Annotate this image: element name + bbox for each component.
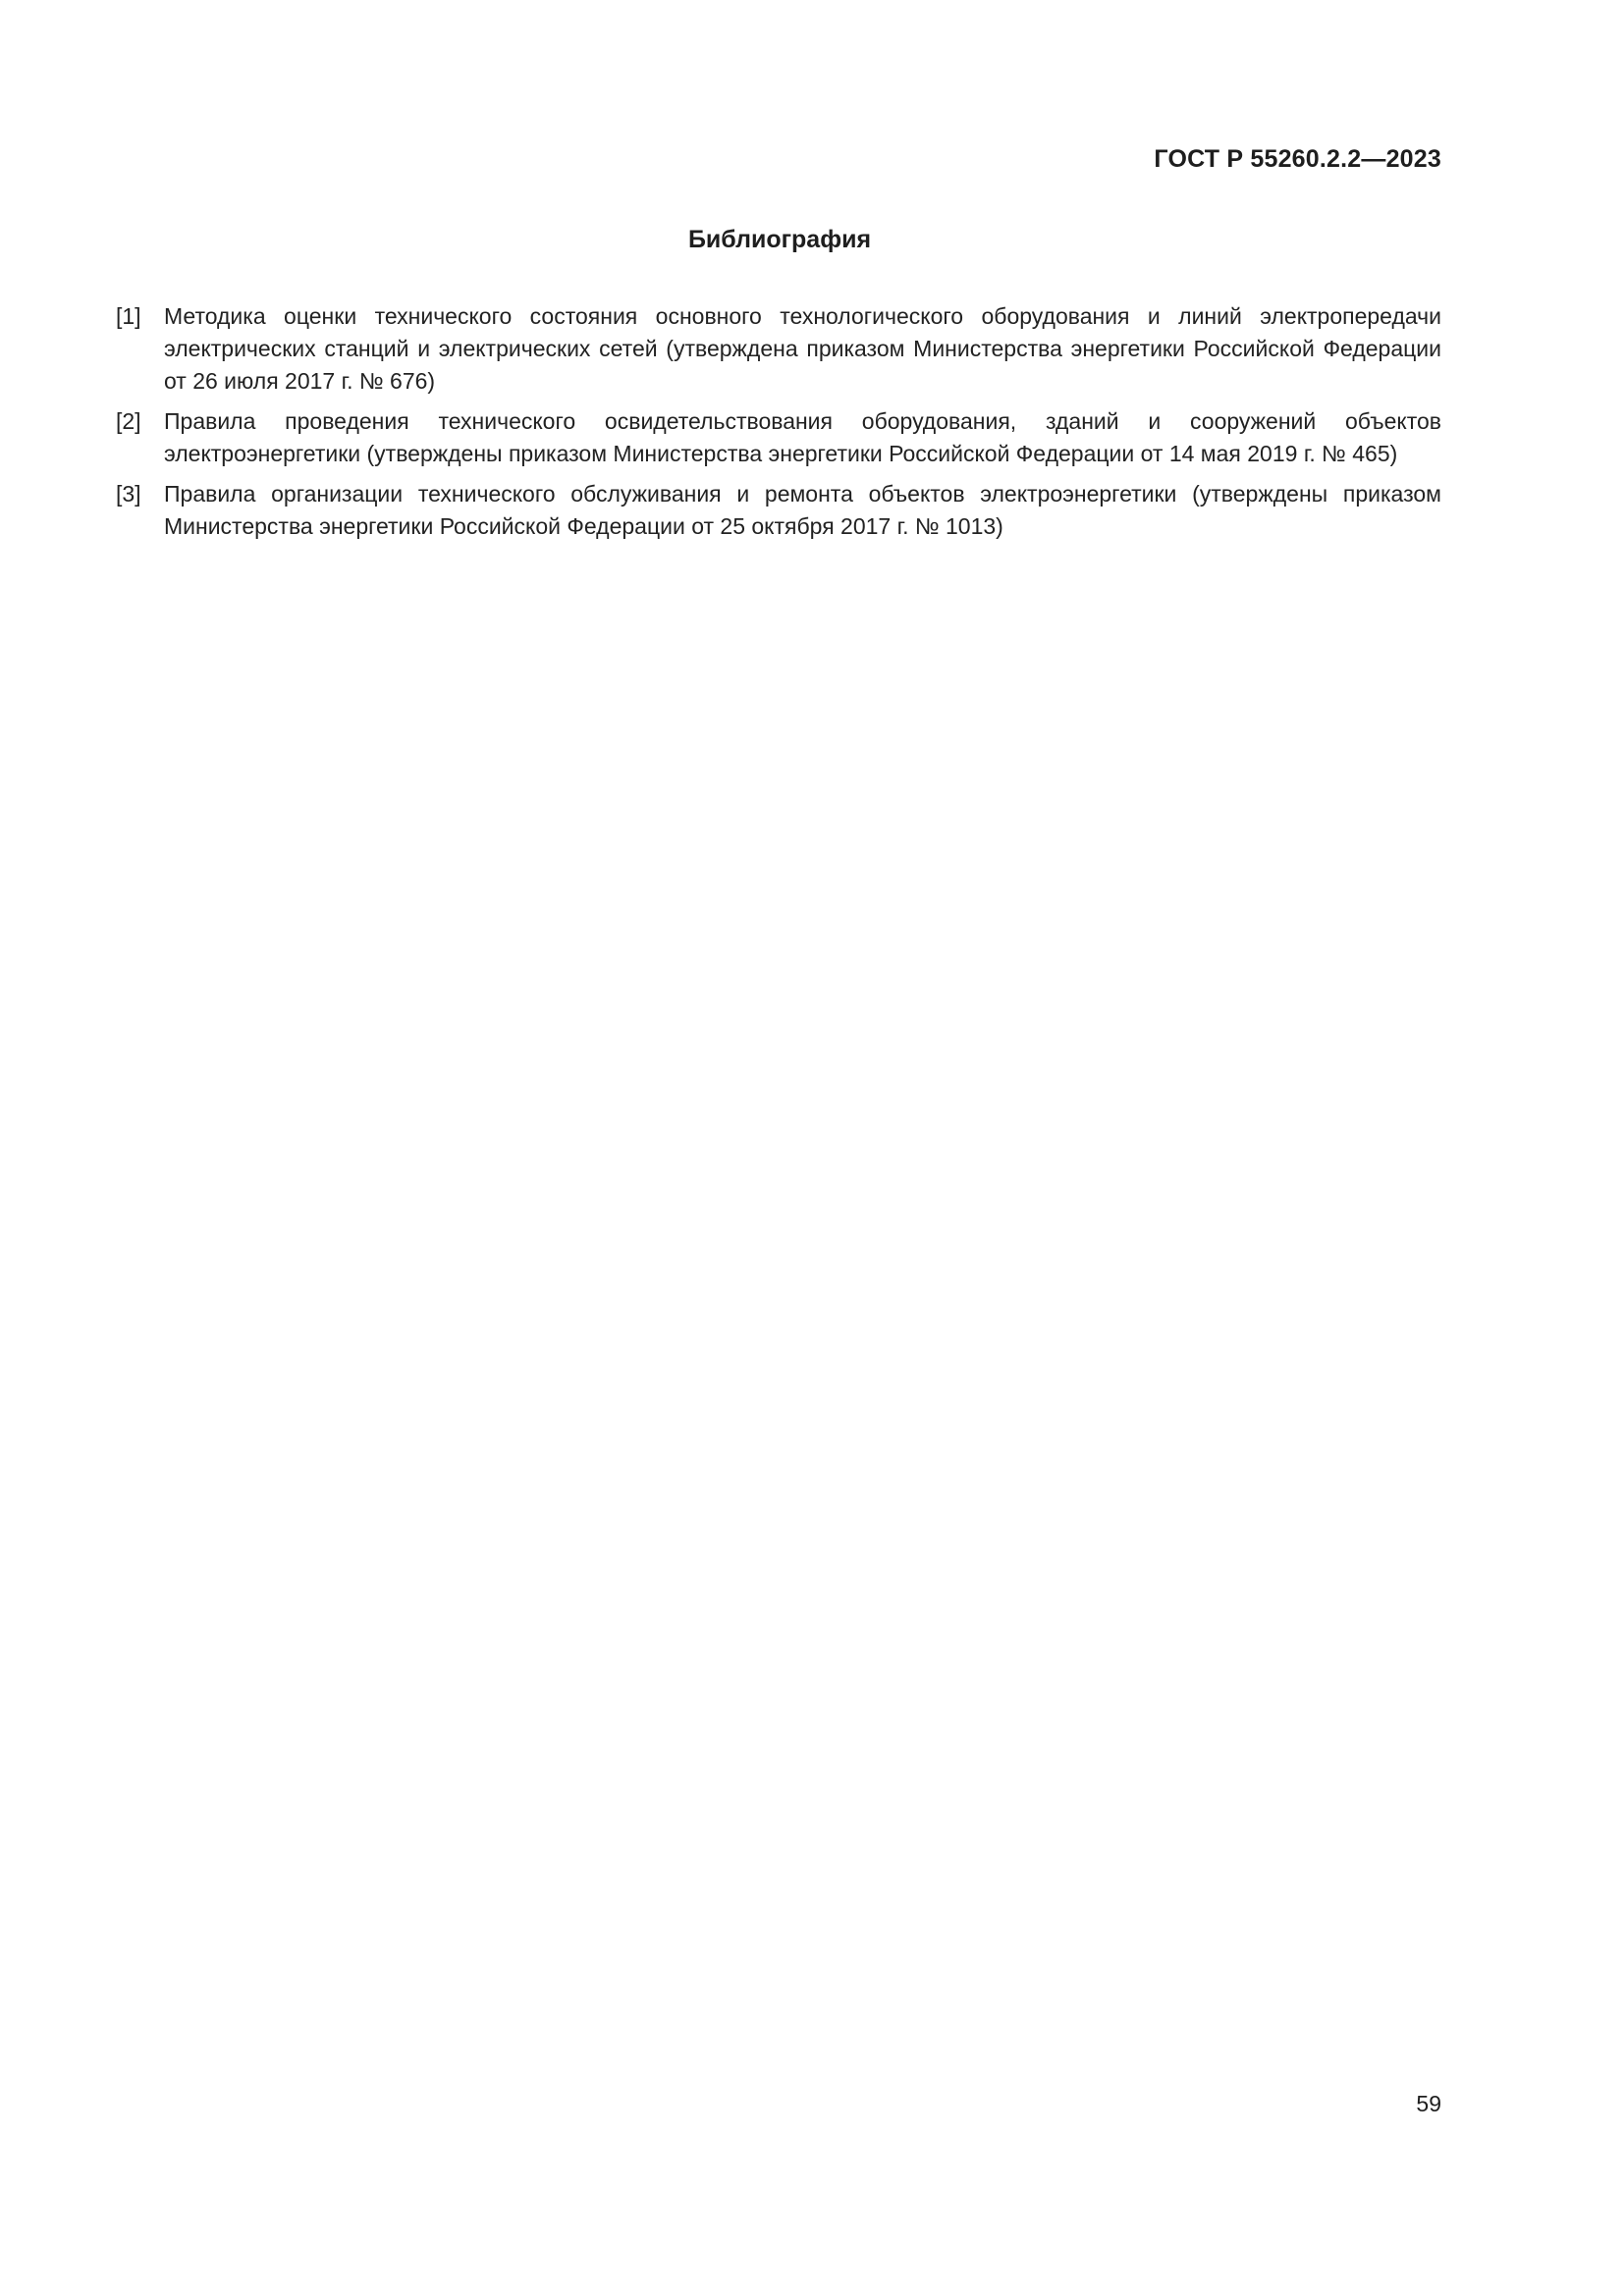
bibliography-list xyxy=(116,300,1441,551)
bibliography-entry xyxy=(116,478,1441,543)
bibliography-entry xyxy=(116,405,1441,470)
page-number: 59 xyxy=(1416,2091,1441,2116)
bibliography-entry-text: Методика оценки технического состояния основного технологического оборудования и линий электропередачи электрических станций и электрических сетей (утверждена приказом Министерства энергетики Российской Федерации от 26 июля 2017 г. № 676) xyxy=(164,303,1441,394)
bibliography-entry xyxy=(116,300,1441,398)
bibliography-entry-number: [2] xyxy=(116,408,141,434)
bibliography-entry-text: Правила проведения технического освидетельствования оборудования, зданий и сооружений объектов электроэнергетики (утверждены приказом Министерства энергетики Российской Федерации от 14 мая 2019 г. № 465) xyxy=(164,408,1441,466)
bibliography-entry-number: [1] xyxy=(116,303,141,329)
standard-code-header: ГОСТ Р 55260.2.2—2023 xyxy=(1154,145,1441,173)
bibliography-entry-number: [3] xyxy=(116,481,141,507)
bibliography-entry-text: Правила организации технического обслуживания и ремонта объектов электроэнергетики (утверждены приказом Министерства энергетики Российской Федерации от 25 октября 2017 г. № 1013) xyxy=(164,481,1441,539)
section-title: Библиография xyxy=(687,226,872,253)
